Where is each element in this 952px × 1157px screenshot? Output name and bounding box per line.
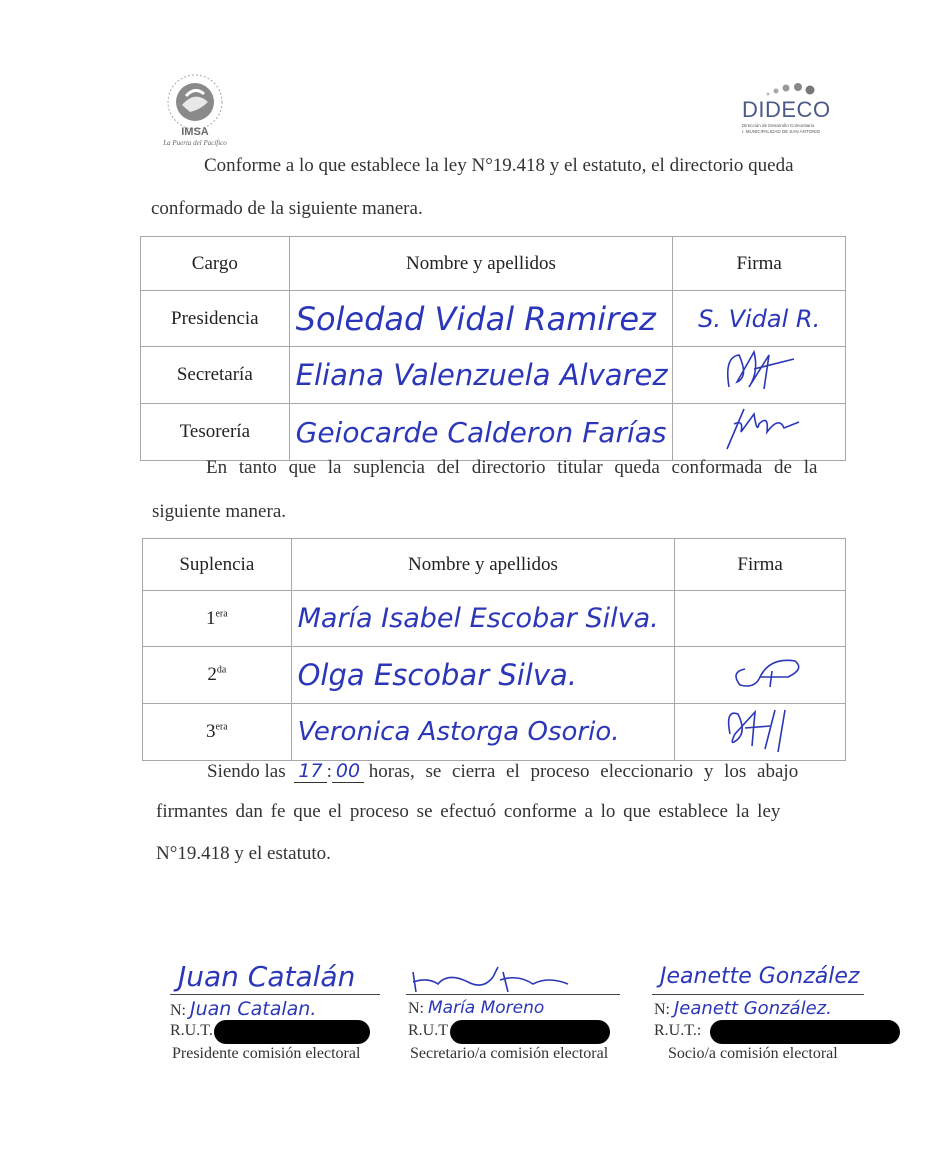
signatory-2-name: N: María Moreno [408,998,545,1018]
header-nombre: Nombre y apellidos [291,539,675,591]
middle-line-1: En tanto que la suplencia del directorio titular queda conformada de la [206,457,818,478]
redacted-rut-3 [710,1020,900,1044]
signatory-1-rut-label: R.U.T. [170,1022,213,1039]
imsa-logo-name: IMSA [181,126,209,138]
signatory-2-role: Secretario/a comisión electoral [410,1045,609,1062]
closing-sep: : [326,761,332,782]
redacted-rut-2 [450,1020,610,1044]
imsa-logo [150,72,240,152]
imsa-logo-tagline: La Puerta del Pacífico [163,139,227,147]
firma-cell [673,347,846,404]
signature-line-3 [652,994,864,995]
dideco-logo-subtitle-1: Dirección de Desarrollo Comunitario [742,123,815,128]
nombre-cell: Olga Escobar Silva. [291,647,675,704]
dideco-logo [738,80,838,140]
directorio-table [140,236,846,461]
intro-line-1: Conforme a lo que establece la ley N°19.418 y el estatuto, el directorio queda [204,155,794,176]
suplencia-table [142,538,846,761]
closing-line-3: N°19.418 y el estatuto. [156,843,331,864]
signatory-1-name: N: Juan Catalan. [170,998,317,1020]
cargo-cell: Tesorería [141,404,290,461]
header-cargo: Cargo [141,237,290,291]
suplencia-number: $3^{era}$ [143,704,292,761]
nombre-cell: Soledad Vidal Ramirez [289,291,673,347]
closing-line-1 [207,749,798,794]
firma-cell [675,647,846,704]
firma-cell [675,591,846,647]
header-suplencia: Suplencia [143,539,292,591]
signature-3: Jeanette González [660,964,860,989]
intro-line-2: conformado de la siguiente manera. [151,198,423,219]
nombre-cell: Eliana Valenzuela Alvarez [289,347,673,404]
nombre-cell: María Isabel Escobar Silva. [291,591,675,647]
closing-post: horas, se cierra el proceso eleccionario y los abajo [368,761,799,782]
header-firma: Firma [673,237,846,291]
nombre-cell: Geiocarde Calderon Farías [289,404,673,461]
firma-cell: S. Vidal R. [673,291,846,347]
signature-scribble-icon [700,704,820,754]
signature-line-1 [170,994,380,995]
header-nombre: Nombre y apellidos [289,237,673,291]
closing-hour: 17 [294,760,326,783]
table-row [143,647,846,704]
suplencia-number: $2^{da}$ [143,647,292,704]
signature-1: Juan Catalán [178,960,356,993]
cargo-cell: Secretaría [141,347,290,404]
dideco-logo-subtitle-2: I. MUNICIPALIDAD DE SAN ANTONIO [742,129,821,134]
signatory-3-role: Socio/a comisión electoral [668,1045,838,1062]
redacted-rut-1 [214,1020,370,1044]
closing-line-2: firmantes dan fe que el proceso se efectuó conforme a lo que establece la ley [156,801,781,822]
table-row [143,591,846,647]
signature-scribble-icon [408,962,578,996]
table-row [141,347,846,404]
header-firma: Firma [675,539,846,591]
closing-minutes: 00 [332,760,364,783]
signature-scribble-icon [700,647,820,697]
middle-line-2: siguiente manera. [152,501,287,522]
nombre-cell: Veronica Astorga Osorio. [291,704,675,761]
signatory-3-rut-label: R.U.T.: [654,1022,702,1039]
table-row [141,291,846,347]
suplencia-number: $1^{era}$ [143,591,292,647]
signatory-3-name: N: Jeanett González. [654,998,832,1019]
signatory-1-role: Presidente comisión electoral [172,1045,361,1062]
signature-line-2 [406,994,620,995]
signature-2 [408,962,578,1001]
closing-pre: Siendo las [207,761,286,782]
signatory-2-rut-label: R.U.T [408,1022,448,1039]
cargo-cell: Presidencia [141,291,290,347]
dideco-logo-name: DIDECO [742,97,831,122]
imsa-emblem-icon [150,72,240,132]
signature-scribble-icon [699,347,819,397]
